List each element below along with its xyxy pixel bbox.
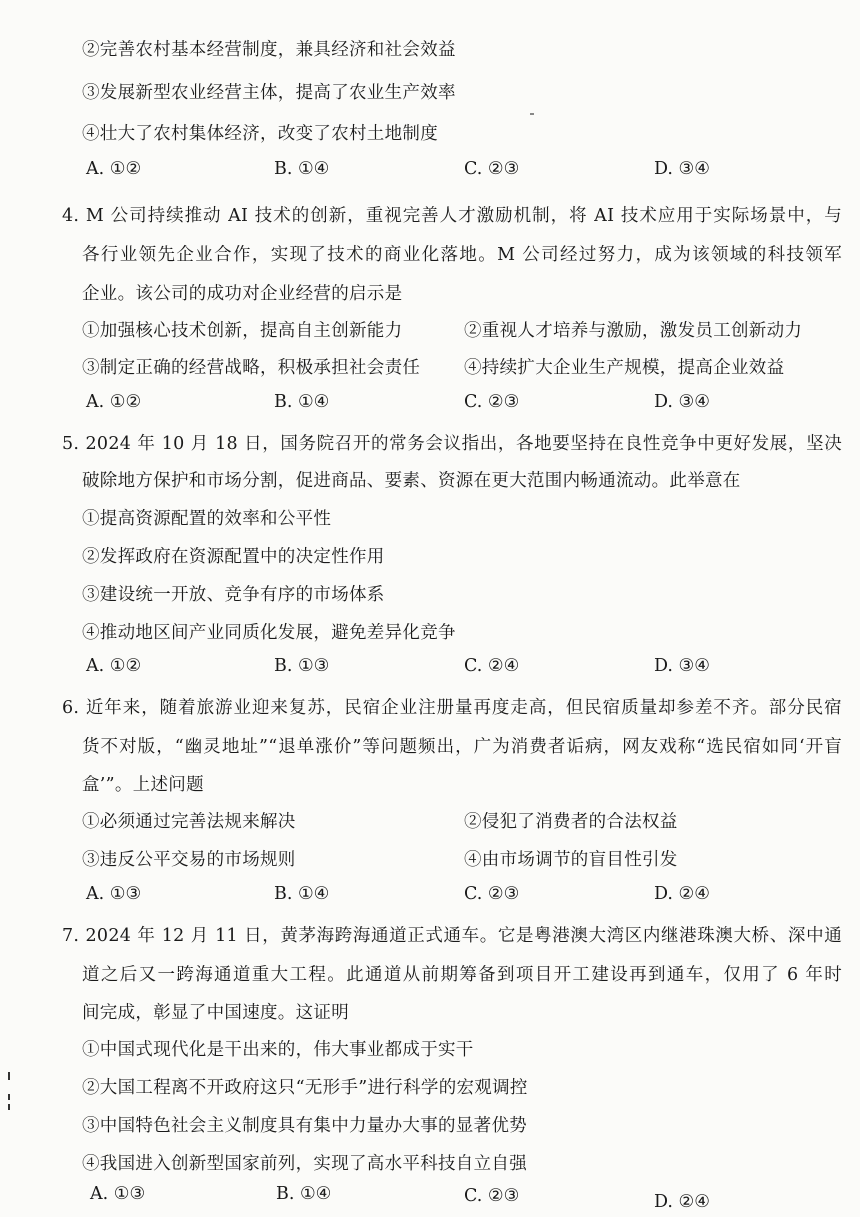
q6-option-2: ②侵犯了消费者的合法权益 bbox=[464, 812, 678, 832]
q4-choice-c: C. ②③ bbox=[464, 392, 520, 412]
q6-option-3: ③违反公平交易的市场规则 bbox=[82, 850, 296, 870]
q4-option-1: ①加强核心技术创新，提高自主创新能力 bbox=[82, 321, 403, 341]
q7-option-2: ②大国工程离不开政府这只“无形手”进行科学的宏观调控 bbox=[82, 1078, 528, 1098]
q5-choice-c: C. ②④ bbox=[464, 656, 520, 676]
q3-option-4: ④壮大了农村集体经济，改变了农村土地制度 bbox=[82, 124, 438, 144]
q4-choice-b: B. ①④ bbox=[274, 392, 330, 412]
q3-choice-b: B. ①④ bbox=[274, 159, 330, 179]
q3-option-3: ③发展新型农业经营主体，提高了农业生产效率 bbox=[82, 83, 456, 103]
q7-option-1: ①中国式现代化是干出来的，伟大事业都成于实干 bbox=[82, 1040, 474, 1060]
q4-option-3: ③制定正确的经营战略，积极承担社会责任 bbox=[82, 358, 421, 378]
q6-choice-a: A. ①③ bbox=[86, 884, 142, 904]
q7-stem-line-3: 间完成，彰显了中国速度。这证明 bbox=[82, 1003, 349, 1023]
q3-choice-c: C. ②③ bbox=[464, 159, 520, 179]
q6-choice-c: C. ②③ bbox=[464, 884, 520, 904]
q7-option-3: ③中国特色社会主义制度具有集中力量办大事的显著优势 bbox=[82, 1116, 527, 1136]
q7-choice-c: C. ②③ bbox=[464, 1186, 520, 1206]
q6-stem-line-1: 6. 近年来，随着旅游业迎来复苏，民宿企业注册量再度走高，但民宿质量却参差不齐。部分民宿 bbox=[62, 698, 842, 718]
q7-stem-line-2: 道之后又一跨海通道重大工程。此通道从前期筹备到项目开工建设再到通车，仅用了 6 年时 bbox=[82, 965, 842, 985]
q5-stem-line-1: 5. 2024 年 10 月 18 日，国务院召开的常务会议指出，各地要坚持在良性竞争中更好发展，坚决 bbox=[62, 434, 842, 454]
scan-mark bbox=[530, 113, 534, 115]
q5-option-1: ①提高资源配置的效率和公平性 bbox=[82, 509, 332, 529]
q4-stem-line-3: 企业。该公司的成功对企业经营的启示是 bbox=[82, 284, 403, 304]
q7-choice-a: A. ①③ bbox=[90, 1184, 146, 1204]
q4-option-4: ④持续扩大企业生产规模，提高企业效益 bbox=[464, 358, 785, 378]
q5-option-3: ③建设统一开放、竞争有序的市场体系 bbox=[82, 585, 385, 605]
q7-option-4: ④我国进入创新型国家前列，实现了高水平科技自立自强 bbox=[82, 1154, 527, 1174]
q4-option-2: ②重视人才培养与激励，激发员工创新动力 bbox=[464, 321, 803, 341]
q5-choice-d: D. ③④ bbox=[654, 656, 710, 676]
scan-mark bbox=[8, 1072, 10, 1080]
q4-choice-d: D. ③④ bbox=[654, 392, 710, 412]
q7-choice-b: B. ①④ bbox=[276, 1184, 332, 1204]
q5-choice-b: B. ①③ bbox=[274, 656, 330, 676]
q4-choice-a: A. ①② bbox=[86, 392, 142, 412]
q6-stem-line-3: 盒’”。上述问题 bbox=[82, 775, 204, 795]
q6-choice-b: B. ①④ bbox=[274, 884, 330, 904]
q3-choice-d: D. ③④ bbox=[654, 159, 710, 179]
q3-option-2: ②完善农村基本经营制度，兼具经济和社会效益 bbox=[82, 40, 456, 60]
q5-choice-a: A. ①② bbox=[86, 656, 142, 676]
scan-mark bbox=[8, 1104, 10, 1110]
q6-option-4: ④由市场调节的盲目性引发 bbox=[464, 850, 678, 870]
q6-stem-line-2: 货不对版，“幽灵地址”“退单涨价”等问题频出，广为消费者诟病，网友戏称“选民宿如同‘开盲 bbox=[82, 737, 842, 757]
q4-stem-line-1: 4. M 公司持续推动 AI 技术的创新，重视完善人才激励机制，将 AI 技术应用于实际场景中，与 bbox=[62, 206, 842, 226]
q7-stem-line-1: 7. 2024 年 12 月 11 日，黄茅海跨海通道正式通车。它是粤港澳大湾区内继港珠澳大桥、深中通 bbox=[62, 926, 842, 946]
q5-stem-line-2: 破除地方保护和市场分割，促进商品、要素、资源在更大范围内畅通流动。此举意在 bbox=[82, 471, 741, 491]
q5-option-4: ④推动地区间产业同质化发展，避免差异化竞争 bbox=[82, 623, 456, 643]
q7-choice-d: D. ②④ bbox=[654, 1192, 710, 1212]
q6-choice-d: D. ②④ bbox=[654, 884, 710, 904]
q6-option-1: ①必须通过完善法规来解决 bbox=[82, 812, 296, 832]
scan-mark bbox=[8, 1094, 10, 1100]
q5-option-2: ②发挥政府在资源配置中的决定性作用 bbox=[82, 547, 385, 567]
q4-stem-line-2: 各行业领先企业合作，实现了技术的商业化落地。M 公司经过努力，成为该领域的科技领军 bbox=[82, 245, 842, 265]
q3-choice-a: A. ①② bbox=[86, 159, 142, 179]
